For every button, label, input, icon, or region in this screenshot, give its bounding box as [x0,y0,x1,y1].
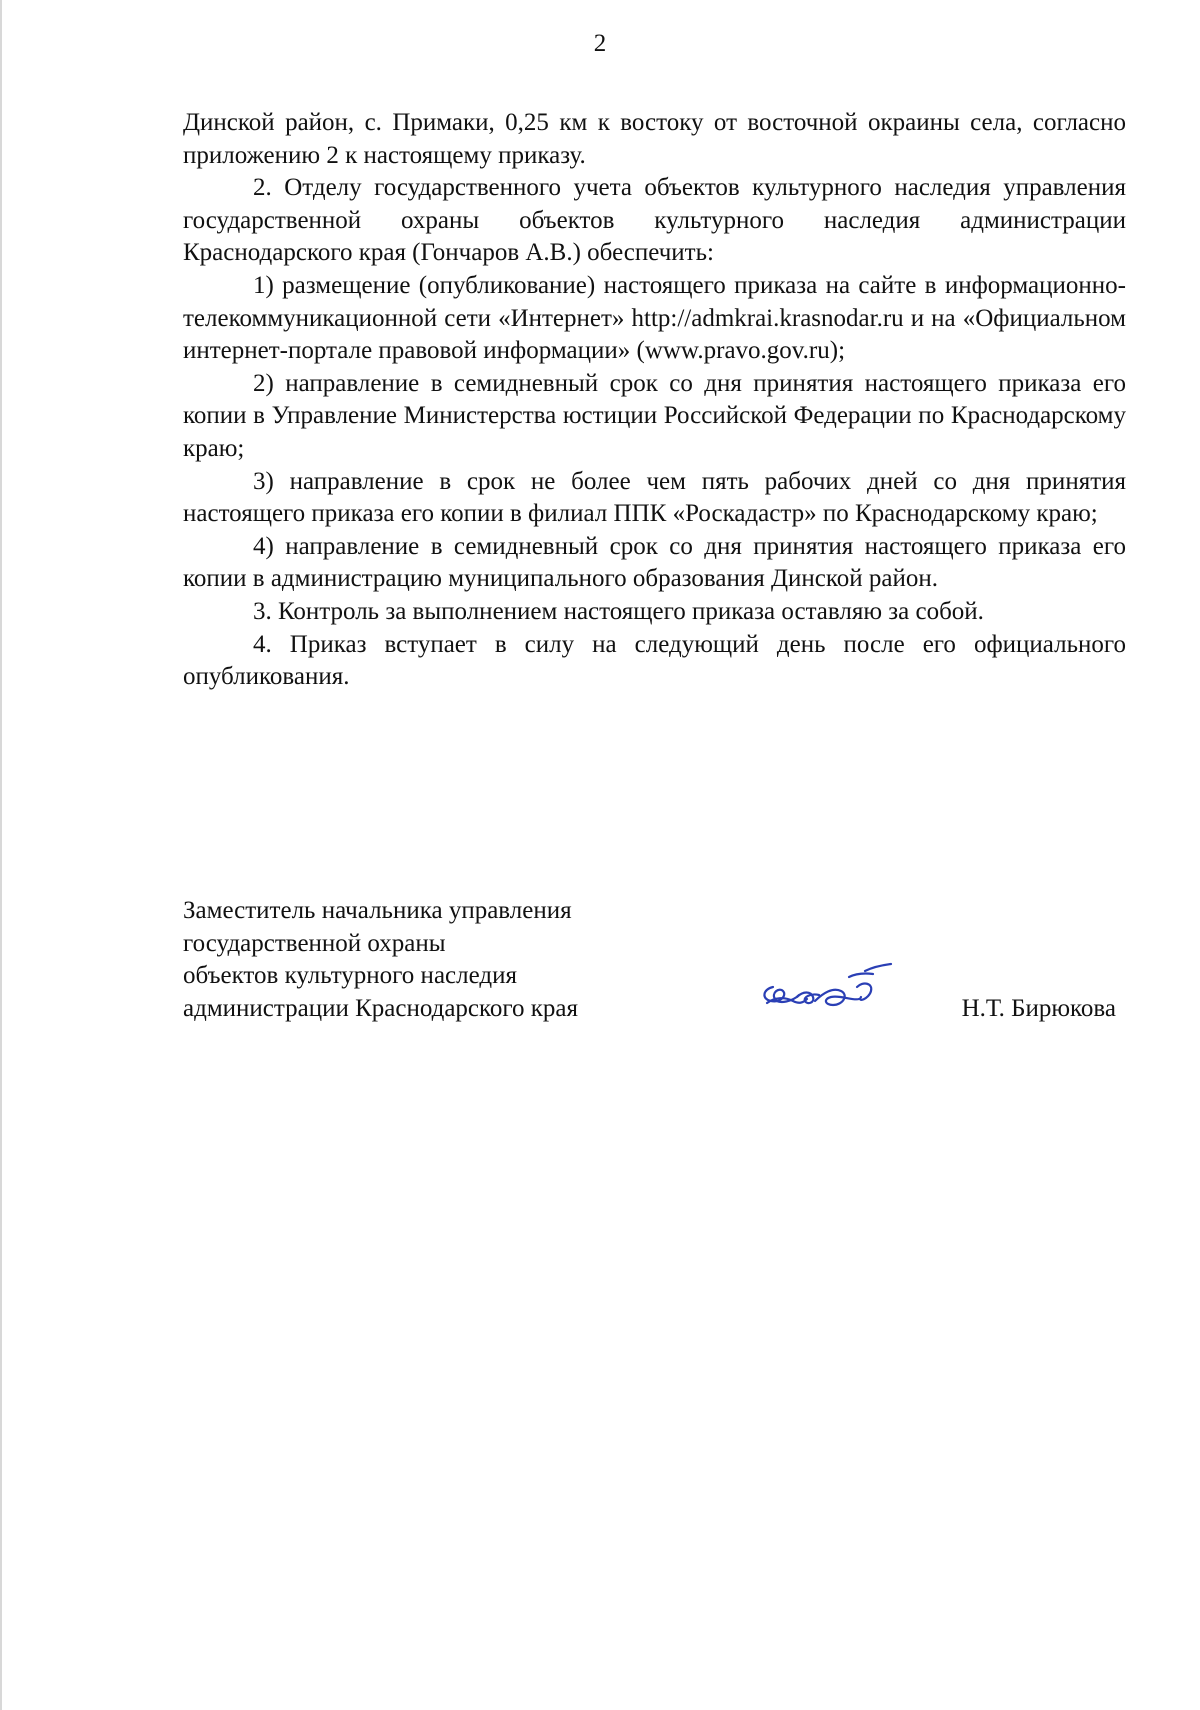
scan-edge [0,0,2,1710]
document-body [183,107,1126,694]
signer-title-line: объектов культурного наследия [183,962,517,990]
page-number: 2 [593,30,607,57]
paragraph-subitem-3: 3) направление в срок не более чем пять рабочих дней со дня принятия настоящего приказа его копии в филиал ППК «Роскадастр» по Краснодарскому краю; [183,467,1126,528]
paragraph-location: Динской район, с. Примаки, 0,25 км к востоку от восточной окраины села, согласно приложению 2 к настоящему приказу. [183,109,1126,169]
signer-title-line: государственной охраны [183,929,446,957]
signature-block [183,895,1126,1035]
paragraph-subitem-2: 2) направление в семидневный срок со дня принятия настоящего приказа его копии в Управление Министерства юстиции Российской Федерации по Краснодарскому краю; [183,369,1126,462]
signer-title [183,895,578,1025]
paragraph-subitem-4: 4) направление в семидневный срок со дня принятия настоящего приказа его копии в администрацию муниципального образования Динской район. [183,532,1126,593]
paragraph-item-4: 4. Приказ вступает в силу на следующий день после его официального опубликования. [183,630,1126,691]
paragraph-item-3: 3. Контроль за выполнением настоящего приказа оставляю за собой. [253,597,984,625]
signer-name: Н.Т. Бирюкова [961,994,1116,1022]
paragraph-subitem-1: 1) размещение (опубликование) настоящего приказа на сайте в информационно-телекоммуникационной сети «Интернет» http://admkrai.krasnodar.ru и на «Официальном интернет-портале правовой информации» (www.pravo.gov.ru); [183,271,1126,365]
signer-title-line: администрации Краснодарского края [183,994,579,1022]
handwritten-signature [753,957,893,1027]
signer-title-line: Заместитель начальника управления [183,897,572,924]
paragraph-item-2: 2. Отделу государственного учета объектов культурного наследия управления государственной охраны объектов культурного наследия администрации Краснодарского края (Гончаров А.В.) обеспечить: [183,174,1126,267]
